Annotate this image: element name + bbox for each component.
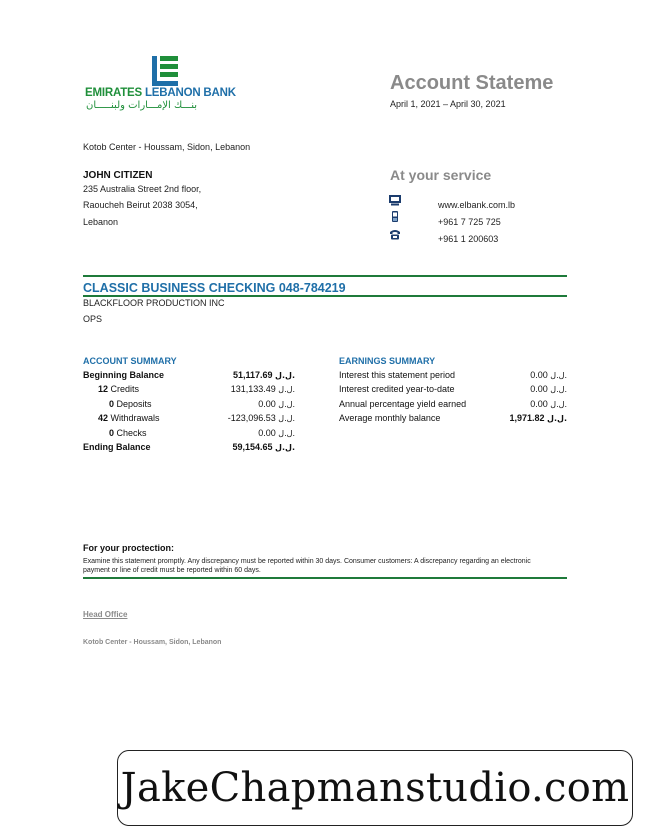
account-title: CLASSIC BUSINESS CHECKING 048-784219 bbox=[83, 281, 346, 295]
statement-title: Account Stateme bbox=[390, 72, 554, 94]
summary-label bbox=[83, 370, 164, 381]
customer-name: JOHN CITIZEN bbox=[83, 170, 153, 181]
earnings-amount: 0.00 bbox=[530, 370, 548, 380]
head-office-title: Head Office bbox=[83, 610, 128, 619]
earnings-value bbox=[530, 370, 567, 381]
earnings-label: Interest credited year-to-date bbox=[339, 384, 455, 395]
summary-amount: 51,117.69 bbox=[232, 370, 273, 380]
currency-symbol: ل.ل. bbox=[275, 371, 295, 380]
currency-symbol: ل.ل. bbox=[278, 399, 295, 409]
account-summary-row bbox=[83, 428, 295, 439]
summary-count: 0 bbox=[109, 398, 115, 409]
summary-label bbox=[98, 384, 139, 395]
earnings-summary-row bbox=[339, 384, 567, 395]
summary-amount: 131,133.49 bbox=[230, 384, 276, 395]
account-holder: BLACKFLOOR PRODUCTION INC bbox=[83, 298, 225, 308]
mobile-phone-icon bbox=[389, 211, 401, 222]
summary-amount: 59,154.65 bbox=[232, 442, 273, 452]
earnings-summary-row bbox=[339, 370, 567, 381]
account-summary-row bbox=[83, 384, 295, 395]
currency-symbol: ل.ل. bbox=[278, 385, 295, 395]
watermark-text: JakeChapmanstudio.com bbox=[120, 765, 630, 811]
summary-value bbox=[258, 428, 295, 439]
earnings-label: Average monthly balance bbox=[339, 413, 441, 424]
customer-address-line: 235 Australia Street 2nd floor, bbox=[83, 184, 202, 194]
summary-label bbox=[83, 442, 151, 453]
earnings-label: Interest this statement period bbox=[339, 370, 456, 380]
earnings-value bbox=[509, 413, 567, 424]
earnings-amount: 0.00 bbox=[530, 384, 548, 395]
summary-value bbox=[233, 370, 295, 381]
summary-amount: 0.00 bbox=[258, 427, 276, 438]
summary-count: 42 bbox=[98, 413, 109, 424]
account-summary-row bbox=[83, 442, 295, 453]
earnings-label: Annual percentage yield earned bbox=[339, 398, 467, 409]
divider bbox=[83, 577, 567, 579]
earnings-amount: 0.00 bbox=[530, 398, 548, 409]
currency-symbol: ل.ل. bbox=[550, 371, 567, 380]
watermark-box bbox=[117, 750, 633, 826]
divider bbox=[83, 275, 567, 277]
summary-value bbox=[232, 442, 295, 453]
bank-logo-name bbox=[85, 87, 236, 99]
summary-amount: -123,096.53 bbox=[227, 413, 276, 424]
summary-label-text: Withdrawals bbox=[110, 413, 160, 424]
currency-symbol: ل.ل. bbox=[547, 414, 567, 424]
summary-label bbox=[109, 428, 147, 439]
computer-icon bbox=[389, 195, 401, 206]
service-phone: +961 1 200603 bbox=[438, 234, 499, 244]
customer-address-line: Raoucheh Beirut 2038 3054, bbox=[83, 200, 198, 210]
summary-value bbox=[258, 399, 295, 410]
summary-value bbox=[228, 413, 295, 424]
telephone-icon bbox=[389, 229, 401, 240]
logo-word-lebanon-bank: LEBANON BANK bbox=[144, 87, 236, 99]
earnings-value bbox=[530, 399, 567, 410]
head-office-address: Kotob Center - Houssam, Sidon, Lebanon bbox=[83, 639, 222, 646]
summary-amount: 0.00 bbox=[258, 398, 276, 409]
bank-logo-arabic: بنـــك الإمـــارات ولبنـــــان bbox=[86, 100, 198, 111]
summary-count: 0 bbox=[109, 427, 115, 438]
summary-label-text: Deposits bbox=[116, 398, 152, 409]
service-title: At your service bbox=[390, 167, 492, 183]
bank-address: Kotob Center - Houssam, Sidon, Lebanon bbox=[83, 142, 251, 152]
summary-label-text: Ending Balance bbox=[83, 442, 151, 452]
currency-symbol: ل.ل. bbox=[278, 428, 295, 438]
bank-logo-icon bbox=[152, 56, 178, 86]
account-summary-row bbox=[83, 413, 295, 424]
earnings-summary-row bbox=[339, 413, 567, 424]
protection-text: Examine this statement promptly. Any discrepancy must be reported within 30 days. Consumer customers: A discrepancy regarding an electronic payment or line of credit must be reported within 60 days. bbox=[83, 558, 531, 574]
statement-period: April 1, 2021 – April 30, 2021 bbox=[390, 99, 506, 109]
account-summary-heading: ACCOUNT SUMMARY bbox=[83, 356, 177, 366]
summary-label-text: Credits bbox=[110, 384, 140, 395]
account-line-2: OPS bbox=[83, 314, 103, 324]
earnings-amount: 1,971.82 bbox=[509, 413, 545, 424]
service-mobile: +961 7 725 725 bbox=[438, 217, 501, 227]
divider bbox=[83, 295, 567, 297]
currency-symbol: ل.ل. bbox=[550, 399, 567, 409]
account-summary-row bbox=[83, 399, 295, 410]
earnings-summary-row bbox=[339, 399, 567, 410]
earnings-value bbox=[530, 384, 567, 395]
customer-address-line: Lebanon bbox=[83, 217, 119, 227]
currency-symbol: ل.ل. bbox=[275, 443, 295, 452]
logo-word-emirates: EMIRATES bbox=[85, 87, 142, 99]
protection-title: For your proctection: bbox=[83, 543, 175, 553]
earnings-summary-heading: EARNINGS SUMMARY bbox=[339, 356, 436, 366]
currency-symbol: ل.ل. bbox=[550, 385, 567, 395]
account-summary-row bbox=[83, 370, 295, 381]
summary-label-text: Checks bbox=[116, 427, 147, 438]
summary-label-text: Beginning Balance bbox=[83, 370, 165, 380]
currency-symbol: ل.ل. bbox=[278, 414, 295, 424]
summary-count: 12 bbox=[98, 384, 109, 395]
summary-label bbox=[98, 413, 160, 424]
service-website: www.elbank.com.lb bbox=[438, 200, 516, 210]
summary-value bbox=[231, 384, 295, 395]
summary-label bbox=[109, 399, 152, 410]
